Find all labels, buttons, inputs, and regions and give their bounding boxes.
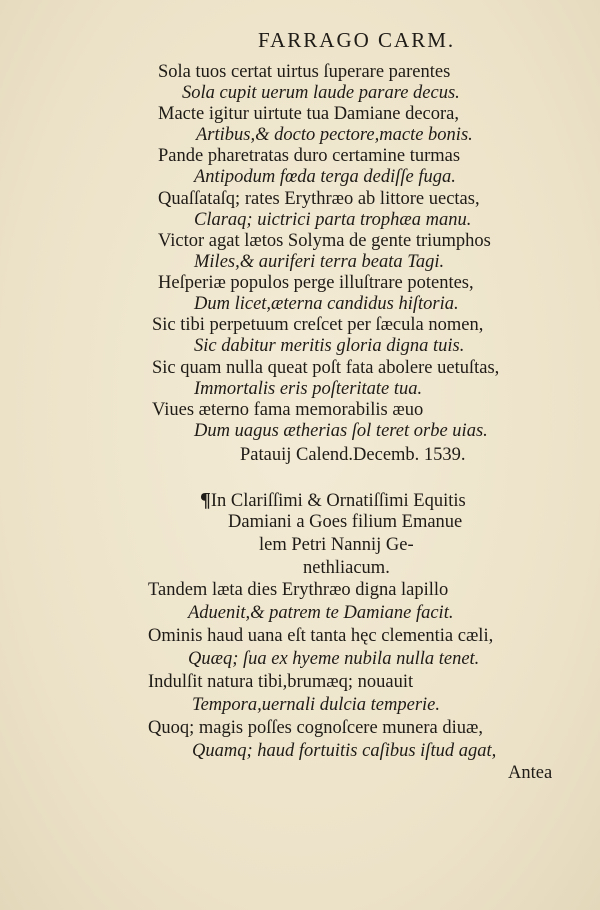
poem-line: Antipodum fœda terga dediſſe fuga. — [194, 167, 456, 187]
running-header: FARRAGO CARM. — [258, 28, 456, 52]
poem-line: Immortalis eris poſteritate tua. — [194, 379, 423, 399]
poem-line: Quamq; haud fortuitis caſibus iſtud agat, — [192, 741, 497, 761]
poem-line: Quæq; ſua ex hyeme nubila nulla tenet. — [188, 649, 480, 669]
poem-line: Aduenit,& patrem te Damiane facit. — [188, 603, 454, 623]
poem-line: Artibus,& docto pectore,macte bonis. — [196, 125, 473, 145]
poem-line: Viues æterno fama memorabilis æuo — [152, 400, 424, 420]
poem-line: Miles,& auriferi terra beata Tagi. — [194, 252, 445, 272]
poem-line: Sic quam nulla queat poſt fata abolere uetuſtas, — [152, 358, 500, 378]
poem-line: Pande pharetratas duro certamine turmas — [158, 146, 461, 166]
poem-line: Sic tibi perpetuum creſcet per ſæcula nomen, — [152, 315, 484, 335]
poem-line: Dum licet,æterna candidus hiſtoria. — [194, 294, 459, 314]
poem-line: Indulſit natura tibi,brumæq; nouauit — [148, 672, 414, 692]
poem-line: Victor agat lætos Solyma de gente triumphos — [158, 231, 491, 251]
poem-line: Macte igitur uirtute tua Damiane decora, — [158, 104, 460, 124]
heading-text: In Clariſſimi & Ornatiſſimi Equitis — [210, 491, 466, 511]
poem-line: Ominis haud uana eſt tanta hęc clementia cæli, — [148, 626, 494, 646]
poem-line: Claraq; uictrici parta trophæa manu. — [194, 210, 472, 230]
heading-line — [200, 490, 466, 511]
poem-line: Sola cupit uerum laude parare decus. — [182, 83, 460, 103]
poem-line: Heſperiæ populos perge illuſtrare potentes, — [158, 273, 474, 293]
paragraph-mark-icon: ¶ — [200, 489, 211, 511]
poem-line: Quoq; magis poſſes cognoſcere munera diuæ, — [148, 718, 483, 738]
catchword: Antea — [508, 763, 553, 783]
poem-line: Tandem læta dies Erythræo digna lapillo — [148, 580, 449, 600]
poem-line: Dum uagus ætherias ſol teret orbe uias. — [194, 421, 488, 441]
heading-line: nethliacum. — [303, 558, 390, 578]
heading-line: Damiani a Goes filium Emanue — [228, 512, 463, 532]
poem-line: Quaſſataſq; rates Erythræo ab littore uectas, — [158, 189, 480, 209]
dateline: Patauij Calend.Decemb. 1539. — [240, 445, 466, 465]
poem-line: Sic dabitur meritis gloria digna tuis. — [194, 336, 465, 356]
heading-line: lem Petri Nannij Ge- — [259, 535, 414, 555]
poem-line: Sola tuos certat uirtus ſuperare parentes — [158, 62, 451, 82]
poem-line: Tempora,uernali dulcia temperie. — [192, 695, 441, 715]
